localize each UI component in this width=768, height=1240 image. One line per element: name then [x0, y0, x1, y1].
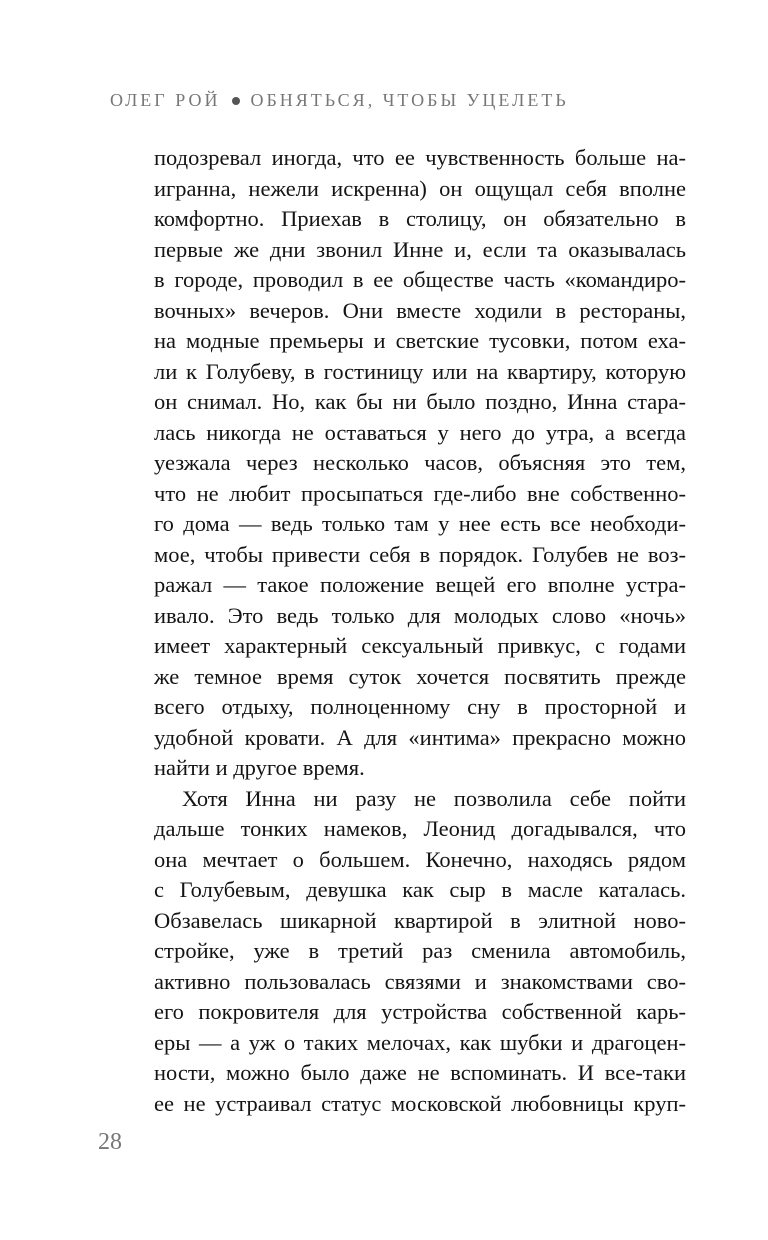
- text-line: она мечтает о большем. Конечно, находясь рядом: [154, 846, 686, 872]
- text-line: вочных» вечеров. Они вместе ходили в рестораны,: [154, 297, 686, 323]
- text-line: еры — а уж о таких мелочах, как шубки и драгоцен-: [154, 1029, 686, 1055]
- text-line: имеет характерный сексуальный привкус, с годами: [154, 633, 686, 658]
- text-line: активно пользовалась связями и знакомствами сво-: [154, 968, 686, 994]
- text-line: первые же дни звонил Инне и, если та оказывалась: [154, 236, 686, 262]
- page-number: 28: [98, 1129, 122, 1155]
- text-line: ражал — такое положение вещей его вполне устра-: [154, 572, 686, 597]
- separator-dot-icon: [232, 97, 240, 105]
- text-line: он снимал. Но, как бы ни было поздно, Инна стара-: [154, 389, 686, 414]
- text-line: Хотя Инна ни разу не позволила себе пойти: [182, 785, 686, 811]
- header-author: ОЛЕГ РОЙ: [110, 90, 221, 110]
- text-line: го дома — ведь только там у нее есть все необходи-: [154, 511, 686, 536]
- text-line: лась никогда не оставаться у него до утра, а всегда: [154, 419, 686, 445]
- text-line: Обзавелась шикарной квартирой в элитной ново-: [154, 907, 686, 933]
- text-line: в городе, проводил в ее обществе часть «командиро-: [154, 267, 686, 292]
- paragraph-2: [154, 784, 686, 1120]
- text-line: ности, можно было даже не вспоминать. И все-таки: [154, 1060, 686, 1085]
- text-line: на модные премьеры и светские тусовки, потом еха-: [154, 328, 686, 353]
- text-line: ее не устраивал статус московской любовницы круп-: [154, 1090, 686, 1116]
- text-line: всего отдыху, полноценному сну в просторной и: [154, 694, 686, 719]
- running-header: [110, 90, 569, 111]
- text-line: дальше тонких намеков, Леонид догадывался, что: [154, 816, 686, 841]
- text-line: комфортно. Приехав в столицу, он обязательно в: [154, 206, 686, 231]
- text-line: стройке, уже в третий раз сменила автомобиль,: [154, 938, 686, 963]
- text-line: что не любит просыпаться где-либо вне собственно-: [154, 480, 686, 506]
- text-line: же темное время суток хочется посвятить прежде: [154, 663, 686, 689]
- text-line: ли к Голубеву, в гостиницу или на квартиру, которую: [154, 358, 686, 384]
- header-book-title: ОБНЯТЬСЯ, ЧТОБЫ УЦЕЛЕТЬ: [250, 90, 569, 110]
- text-line: мое, чтобы привести себя в порядок. Голубев не воз-: [154, 541, 686, 567]
- paragraph-1: [154, 143, 686, 784]
- text-line: найти и другое время.: [154, 755, 365, 780]
- body-text: [154, 143, 686, 1119]
- text-line: удобной кровати. А для «интима» прекрасно можно: [154, 724, 686, 750]
- text-line: игранна, нежели искренна) он ощущал себя вполне: [154, 175, 686, 201]
- text-line: его покровителя для устройства собственной карь-: [154, 999, 686, 1024]
- text-line: с Голубевым, девушка как сыр в масле каталась.: [154, 877, 686, 902]
- text-line: уезжала через несколько часов, объясняя это тем,: [154, 450, 686, 475]
- text-line: ивало. Это ведь только для молодых слово «ночь»: [154, 602, 686, 628]
- text-line: подозревал иногда, что ее чувственность больше на-: [154, 145, 686, 170]
